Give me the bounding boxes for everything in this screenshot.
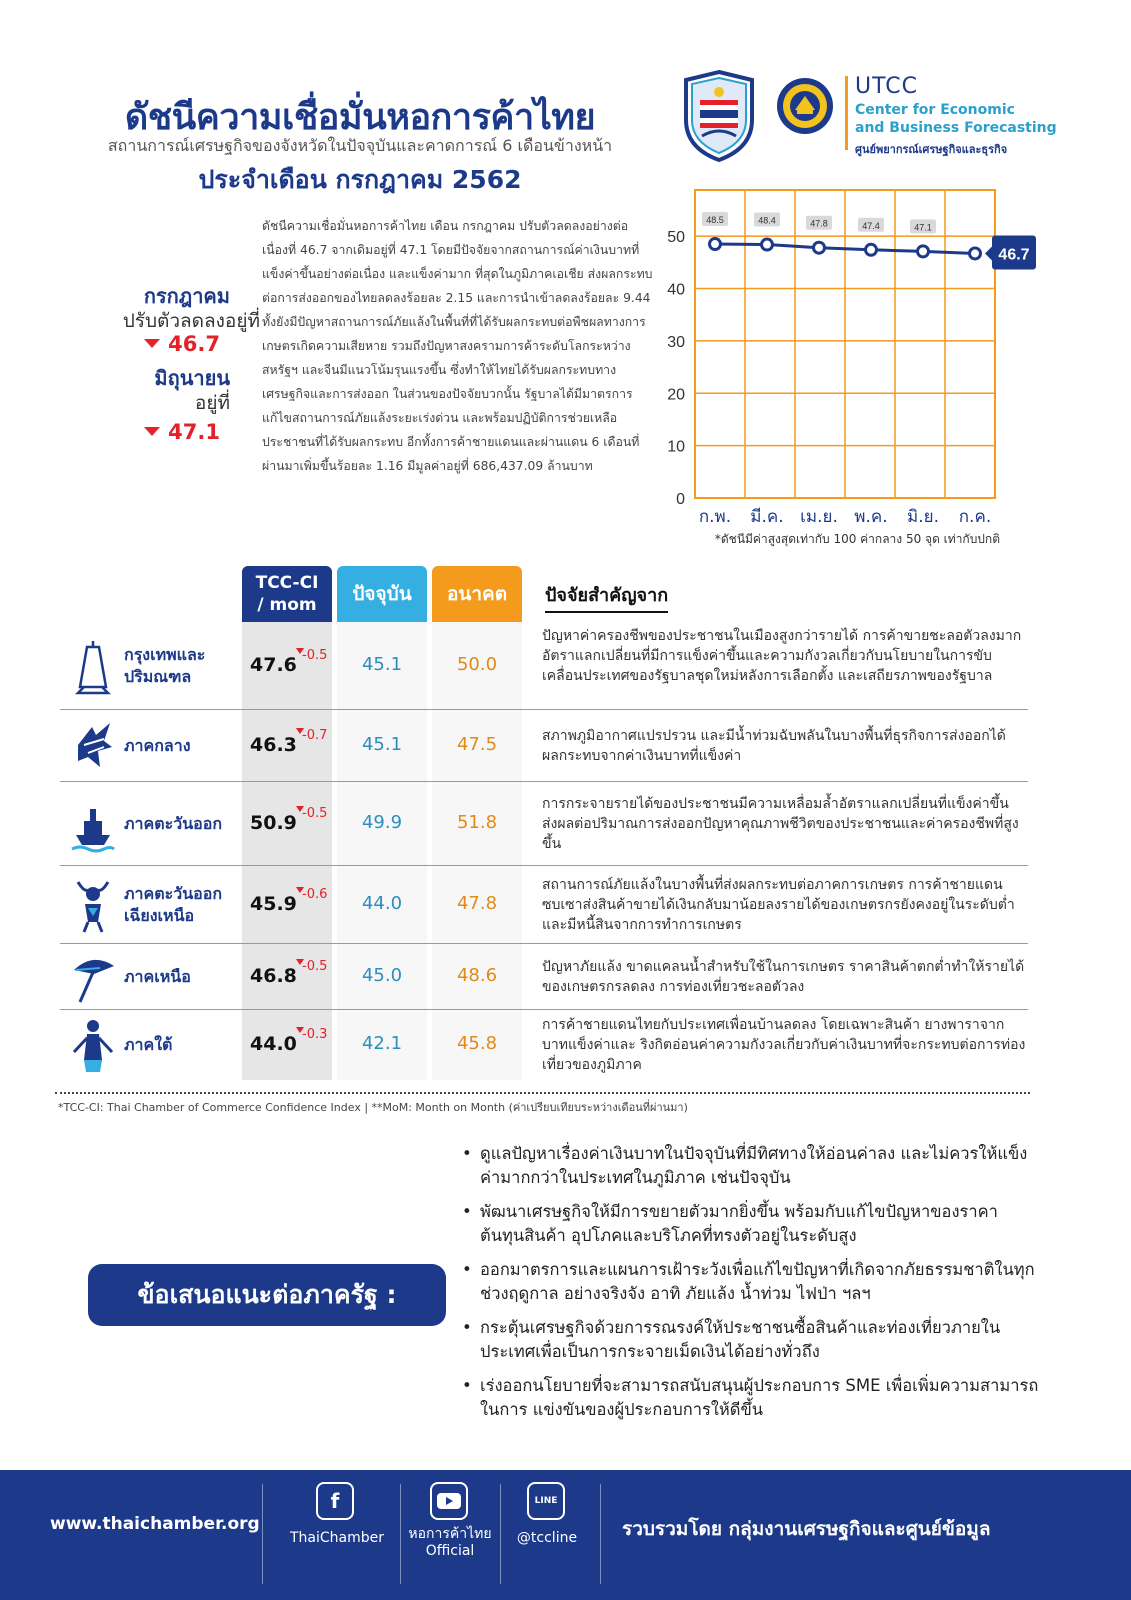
now-value: 45.1 [361,734,403,755]
now-value: 45.1 [361,654,403,675]
x-tick-label: มิ.ย. [907,507,939,527]
table-row [60,1010,1028,1080]
header-now: ปัจจุบัน [337,566,427,622]
data-point [970,248,981,259]
data-label: 48.5 [706,215,724,226]
region-name: กรุงเทพและ ปริมณฑล [124,645,206,686]
region-name: ภาคใต้ [124,1035,173,1054]
ci-value: 44.0 [250,1033,297,1055]
facebook-label[interactable]: ThaiChamber [289,1530,384,1546]
footer-credit: รวบรวมโดย กลุ่มงานเศรษฐกิจและศูนย์ข้อมูล [622,1518,991,1540]
ci-value: 46.3 [250,734,297,756]
table-footnote: *TCC-CI: Thai Chamber of Commerce Confidence Index | **MoM: Month on Month (ค่าเปรียบเทียบระหว่างเดือนที่ผ่านมา) [58,1101,688,1114]
facebook-icon[interactable]: f [316,1482,354,1520]
data-label: 46.7 [998,246,1030,264]
website-link[interactable]: www.thaichamber.org [50,1514,260,1534]
central-region-icon [70,717,116,775]
utcc-center-thai: ศูนย์พยากรณ์เศรษฐกิจและธุรกิจ [855,143,1008,156]
utcc-seal-logo [775,76,835,136]
chamber-shield-logo [682,70,756,162]
utcc-name: UTCC [855,74,918,99]
y-tick-label: 0 [676,491,685,508]
factor-text: การกระจายรายได้ของประชาชนมีความเหลื่อมล้ำอัตราแลกเปลี่ยนที่แข็งค่าขึ้น ส่งผลต่อปริมาณการส่งออกปัญหาคุณภาพชีวิตของประชาชนและค่าครองชีพที่สูงขึ้น [542,796,1019,852]
future-value: 51.8 [456,812,498,833]
ci-value: 47.6 [250,654,297,676]
data-label: 48.4 [758,215,776,226]
recommendation-item: • เร่งออกนโยบายที่จะสามารถสนับสนุนผู้ประกอบการ SME เพื่อเพิ่มความสามารถในการ แข่งขันของผู้ประกอบการให้ดีขึ้น [462,1374,1042,1422]
line-icon[interactable]: LINE [527,1482,565,1520]
recommendations-list [462,1142,1042,1432]
region-name: ภาคตะวันออก [124,814,223,833]
factor-text: ปัญหาค่าครองชีพของประชาชนในเมืองสูงกว่ารายได้ การค้าขายชะลอตัวลงมาก อัตราแลกเปลี่ยนที่มีการแข็งค่าขึ้นและความกังวลเกี่ยวกับนโยบายในการขับเคลื่อนประเทศของรัฐบาลชุดใหม่หลังการเลือกตั้ง และเสถียรภาพของรัฐบาล [542,628,1022,684]
y-tick-label: 10 [667,438,685,456]
summary-value: 46.7 [120,332,220,356]
recommendation-item: • ออกมาตรการและแผนการเฝ้าระวังเพื่อแก้ไขปัญหาที่เกิดจากภัยธรรมชาติในทุกช่วงฤดูกาล อย่างจริงจัง อาทิ ภัยแล้ง น้ำท่วม ไฟป่า ฯลฯ [462,1258,1042,1306]
region-name: ภาคตะวันออก เฉียงเหนือ [124,884,223,925]
line-label[interactable]: @tccline [516,1530,578,1546]
mom-change: -0.3 [302,1027,328,1042]
region-name: ภาคเหนือ [124,967,191,986]
factor-text: การค้าชายแดนไทยกับประเทศเพื่อนบ้านลดลง โดยเฉพาะสินค้า ยางพาราจากบาทแข็งค่าและ ริงกิตอ่อนค่าความกังวลเกี่ยวกับค่าเงินบาทที่จะกระทบต่อการท่องเที่ยวของภูมิภาค [542,1017,1026,1073]
factor-text: สภาพภูมิอากาศแปรปรวน และมีน้ำท่วมฉับพลันในบางพื้นที่ธุรกิจการส่งออกได้ผลกระทบจากค่าเงินบาทที่แข็งค่า [542,728,1006,764]
youtube-label-line2: Official [425,1543,475,1559]
data-label-pointer [985,245,993,261]
data-point [710,239,721,250]
ci-value: 46.8 [250,965,297,987]
down-triangle-icon [144,427,160,436]
mom-change: -0.6 [302,887,328,902]
future-value: 48.6 [456,965,498,986]
recommendation-item: • ดูแลปัญหาเรื่องค่าเงินบาทในปัจจุบันที่มีทิศทางให้อ่อนค่าลง และไม่ควรให้แข็งค่ามากกว่าในประเทศในภูมิภาค เช่นปัจจุบัน [462,1142,1042,1190]
x-tick-label: พ.ค. [854,507,888,527]
buffalo-figure-icon [70,876,116,934]
x-tick-label: ก.ค. [958,507,992,527]
summary-change-text: ปรับตัวลดลงอยู่ที่ [122,310,260,332]
data-point [814,242,825,253]
mom-change: -0.7 [302,728,328,743]
now-value: 45.0 [361,965,403,986]
page-title: ดัชนีความเชื่อมั่นหอการค้าไทย [124,97,596,138]
report-month: ประจำเดือน กรกฎาคม 2562 [198,165,522,194]
ci-value: 45.9 [250,893,297,915]
data-point [918,246,929,257]
summary-month: กรกฎาคม [143,284,230,308]
footer-divider [262,1484,263,1584]
y-tick-label: 30 [667,333,685,351]
utcc-center-line2: and Business Forecasting [855,120,1057,136]
header-ci-line2: / mom [257,595,317,615]
footer-divider [600,1484,601,1584]
mom-change: -0.5 [302,648,328,663]
future-value: 47.8 [456,893,498,914]
data-label: 47.1 [914,222,932,233]
play-icon [432,1484,466,1518]
now-value: 44.0 [361,893,403,914]
x-tick-label: เม.ย. [800,507,838,527]
data-point [866,244,877,255]
table-row [60,782,1028,866]
summary-prev-month: มิถุนายน [154,366,230,390]
future-value: 45.8 [456,1033,498,1054]
bangkok-monument-icon [70,637,116,695]
table-row [60,710,1028,782]
now-value: 42.1 [361,1033,403,1054]
utcc-center-line1: Center for Economic [855,102,1015,118]
future-value: 50.0 [456,654,498,675]
factor-text: สถานการณ์ภัยแล้งในบางพื้นที่ส่งผลกระทบต่อภาคการเกษตร การค้าชายแดนซบเซาส่งสินค้าขายได้เงินกลับมาน้อยลงรายได้ของเกษตรกรยังคงอยู่ในระดับต่ำ และมีหนี้สินจากการทำการเกษตร [542,877,1015,933]
recommendation-item: • กระตุ้นเศรษฐกิจด้วยการรณรงค์ให้ประชาชนซื้อสินค้าและท่องเที่ยวภายในประเทศเพื่อเป็นการกระจายเม็ดเงินได้อย่างทั่วถึง [462,1316,1042,1364]
header-ci-line1: TCC-CI [255,573,319,593]
now-value: 49.9 [361,812,403,833]
umbrella-icon [70,948,116,1006]
y-tick-label: 20 [667,386,685,404]
utcc-divider [845,76,848,150]
table-row [60,944,1028,1010]
mom-change: -0.5 [302,806,328,821]
summary-at-text: อยู่ที่ [194,392,230,414]
table-row [60,622,1028,710]
recommendations-label: ข้อเสนอแนะต่อภาครัฐ : [88,1264,446,1326]
shadow-puppet-icon [70,1016,116,1074]
data-label: 47.4 [862,220,880,231]
mom-change: -0.5 [302,959,328,974]
ci-value: 50.9 [250,812,297,834]
x-tick-label: ก.พ. [698,507,732,527]
ship-icon [70,795,116,853]
youtube-icon[interactable] [430,1482,468,1520]
header-factor: ปัจจัยสำคัญจาก [545,580,668,613]
region-name: ภาคกลาง [124,736,191,755]
data-label: 47.8 [810,218,828,229]
down-triangle-icon [144,339,160,348]
page-subtitle: สถานการณ์เศรษฐกิจของจังหวัดในปัจจุบันและคาดการณ์ 6 เดือนข้างหน้า [107,136,613,155]
table-row [60,866,1028,944]
y-tick-label: 50 [667,229,685,247]
data-point [762,239,773,250]
table-divider [55,1092,1030,1094]
chart-note: *ดัชนีมีค่าสูงสุดเท่ากับ 100 ค่ากลาง 50 จุด เท่ากับปกติ [714,532,1000,546]
future-value: 47.5 [456,734,498,755]
intro-paragraph: ดัชนีความเชื่อมั่นหอการค้าไทย เดือน กรกฎาคม ปรับตัวลดลงอย่างต่อเนื่องที่ 46.7 จากเดิมอยู่ที่ 47.1 โดยมีปัจจัยจากสถานการณ์ค่าเงินบาทที่แข็งค่าขึ้นอย่างต่อเนื่อง และแข็งค่ามาก ที่สุดในภูมิภาคเอเชีย ส่งผลกระทบต่อการส่งออกของไทยลดลงร้อยละ 2.15 และการนำเข้าลดลงร้อยละ 9.44 ทั้งยังมีปัญหาสถานการณ์ภัยแล้งในพื้นที่ที่ได้รับผลกระทบต่อพืชผลทางการเกษตรเกิดความเสียหาย รวมถึงปัญหาสงครามการค้าระดับโลกระหว่างสหรัฐฯ และจีนมีแนวโน้มรุนแรงขึ้น ซึ่งทำให้ไทยได้รับผลกระทบทางเศรษฐกิจและการส่งออก ในส่วนของปัจจัยบวกนั้น รัฐบาลได้มีมาตรการแก้ไขสถานการณ์ภัยแล้งระยะเร่งด่วน และพร้อมปฏิบัติการช่วยเหลือประชาชนที่ได้รับผลกระทบ อีกทั้งการค้าชายแดนและผ่านแดน 6 เดือนที่ผ่านมาเพิ่มขึ้นร้อยละ 1.16 มีมูลค่าอยู่ที่ 686,437.09 ล้านบาท [262,219,653,473]
factor-text: ปัญหาภัยแล้ง ขาดแคลนน้ำสำหรับใช้ในการเกษตร ราคาสินค้าตกต่ำทำให้รายได้ของเกษตรกรลดลง การท่องเที่ยวชะลอตัวลง [542,959,1025,995]
recommendation-item: • พัฒนาเศรษฐกิจให้มีการขยายตัวมากยิ่งขึ้น พร้อมกับแก้ไขปัญหาของราคาต้นทุนสินค้า อุปโภคและบริโภคที่ทรงตัวอยู่ในระดับสูง [462,1200,1042,1248]
header-tcc-ci [242,566,332,622]
youtube-label[interactable] [402,1526,498,1560]
ci-trend-chart [655,190,1030,555]
footer-divider [400,1484,401,1584]
x-tick-label: มี.ค. [750,507,784,527]
youtube-label-line1: หอการค้าไทย [408,1526,492,1542]
header-future: อนาคต [432,566,522,622]
summary-prev-value: 47.1 [120,420,220,444]
y-tick-label: 40 [667,281,685,299]
